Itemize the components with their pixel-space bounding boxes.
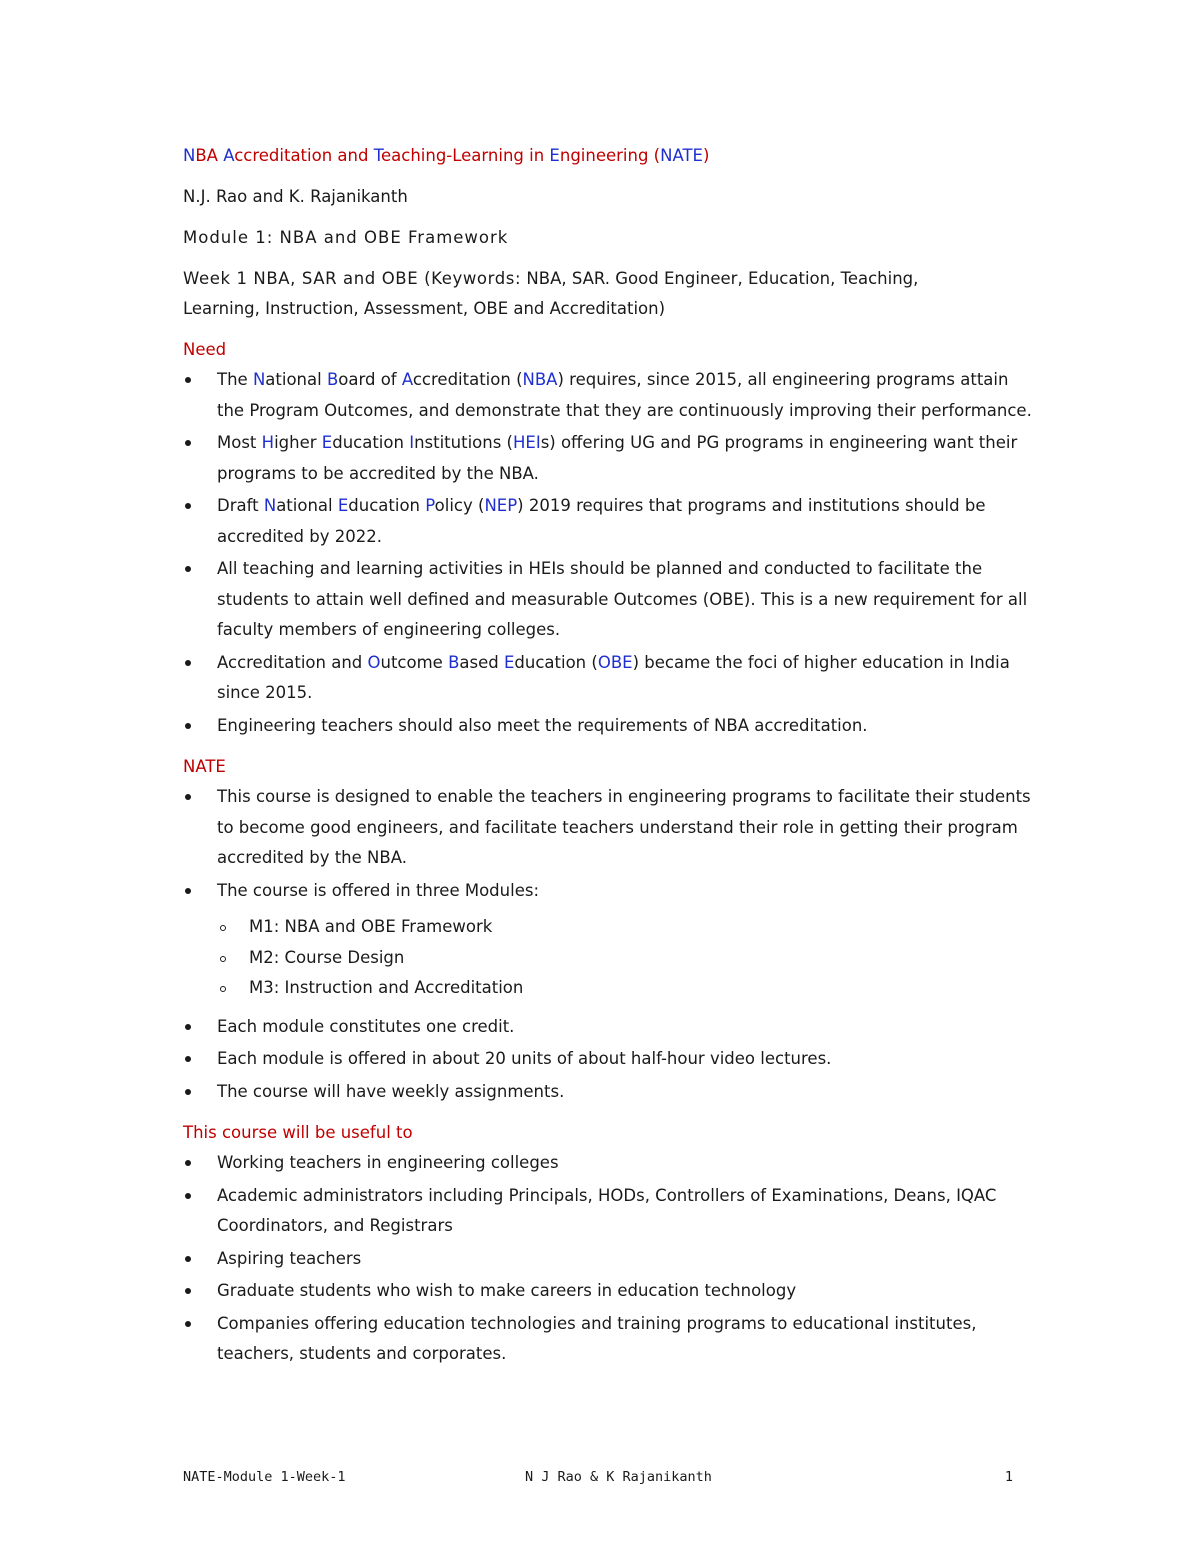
module-item: M1: NBA and OBE Framework	[183, 912, 1033, 943]
need-item-segment: ducation (	[514, 652, 598, 672]
list-item	[183, 491, 1033, 552]
need-item-segment: NEP	[484, 496, 518, 515]
list-item	[183, 365, 1033, 426]
need-item-segment: O	[367, 652, 381, 672]
need-item-segment: utcome	[380, 652, 449, 672]
need-item-segment: igher	[274, 433, 322, 452]
list-item: This course is designed to enable the teachers in engineering programs to facilitate their students to become good engineers, and facilitate teachers understand their role in getting their program accredited by the NBA.	[183, 782, 1033, 874]
list-item: Working teachers in engineering colleges	[183, 1148, 1033, 1179]
title-segment: E	[549, 146, 560, 165]
modules-list	[183, 912, 1033, 1004]
authors: N.J. Rao and K. Rajanikanth	[183, 187, 408, 206]
footer-left: NATE-Module 1-Week-1	[183, 1469, 346, 1485]
page-footer	[183, 1469, 1013, 1489]
need-item-segment: H	[261, 433, 275, 452]
title-segment: ccreditation and	[234, 146, 374, 165]
useful-heading: This course will be useful to	[183, 1123, 413, 1142]
need-item-segment: All teaching and learning activities in HEIs should be planned and conducted to facilitate the students to attain well defined and measurable Outcomes (OBE). This is a new requirement for all faculty members of engineering colleges.	[217, 559, 1028, 639]
need-item-segment: N	[252, 370, 266, 389]
week-prefix: Week 1 NBA, SAR and OBE (	[183, 269, 432, 288]
need-item-segment: ) 2019 requires that programs and institutions should be accredited by 2022.	[217, 496, 986, 546]
list-item: The course will have weekly assignments.	[183, 1077, 1033, 1108]
title-segment: N	[183, 146, 196, 165]
need-item-segment: B	[326, 370, 339, 389]
need-item-segment: NBA	[522, 370, 558, 389]
list-item: Academic administrators including Principals, HODs, Controllers of Examinations, Deans, IQAC Coordinators, and Registrars	[183, 1181, 1033, 1242]
footer-center: N J Rao & K Rajanikanth	[525, 1469, 712, 1485]
need-item-segment: ) became the foci of higher education in India since 2015.	[217, 652, 1010, 702]
list-item: Aspiring teachers	[183, 1244, 1033, 1275]
need-list	[183, 365, 1033, 741]
need-item-segment: ducation	[332, 433, 410, 452]
title-segment: NATE	[660, 146, 703, 165]
module-item: M3: Instruction and Accreditation	[183, 973, 1033, 1004]
need-item-segment: Most	[217, 433, 262, 452]
title-segment: ngineering (	[559, 146, 661, 165]
list-item	[183, 428, 1033, 489]
need-item-segment: Draft	[217, 496, 264, 515]
list-item: The course is offered in three Modules:	[183, 876, 1033, 907]
need-item-segment: HEI	[512, 433, 541, 452]
need-item-segment: oard of	[338, 370, 402, 389]
page-number: 1	[1004, 1469, 1013, 1485]
need-item-segment: B	[448, 652, 460, 672]
need-item-segment: N	[263, 496, 277, 515]
list-item: Each module constitutes one credit.	[183, 1012, 1033, 1043]
need-item-segment: E	[321, 433, 333, 452]
need-item-segment: ccreditation (	[412, 370, 523, 389]
need-item-segment: OBE	[597, 652, 633, 672]
list-item: Companies offering education technologies and training programs to educational institutes, teachers, students and corporates.	[183, 1309, 1033, 1370]
need-item-segment: ) requires, since 2015, all engineering programs attain the Program Outcomes, and demonstrate that they are continuously improving their performance.	[217, 370, 1032, 420]
nate-intro-list	[183, 782, 1033, 906]
list-item: Graduate students who wish to make careers in education technology	[183, 1276, 1033, 1307]
need-item-segment: Accreditation and	[217, 652, 368, 672]
list-item	[183, 648, 1033, 709]
list-item	[183, 711, 1033, 742]
document-body	[183, 141, 1033, 1372]
week-keywords	[183, 264, 1033, 324]
need-item-segment: ational	[265, 370, 327, 389]
need-item-segment: ational	[276, 496, 338, 515]
title-segment: eaching-Learning in	[380, 146, 550, 165]
list-item: Each module is offered in about 20 units of about half-hour video lectures.	[183, 1044, 1033, 1075]
title-segment: A	[223, 146, 235, 165]
need-item-segment: E	[503, 652, 515, 672]
nate-more-list	[183, 1012, 1033, 1108]
need-item-segment: E	[337, 496, 349, 515]
title-segment: T	[373, 146, 381, 165]
need-item-segment: ased	[459, 652, 504, 672]
need-item-segment: Engineering teachers should also meet the requirements of NBA accreditation.	[217, 715, 868, 735]
need-item-segment: I	[409, 433, 415, 452]
need-item-segment: ducation	[348, 496, 426, 515]
keywords-line1: NBA, SAR. Good Engineer, Education, Teaching,	[521, 269, 919, 288]
nate-heading: NATE	[183, 757, 226, 776]
need-heading: Need	[183, 340, 227, 359]
title-segment: BA	[195, 146, 224, 165]
need-item-segment: P	[425, 496, 435, 515]
useful-list	[183, 1148, 1033, 1370]
need-item-segment: A	[401, 370, 413, 389]
need-item-segment: The	[217, 370, 253, 389]
keywords-line2: Learning, Instruction, Assessment, OBE and Accreditation)	[183, 299, 666, 318]
need-item-segment: s) offering UG and PG programs in engineering want their programs to be accredited by the NBA.	[217, 433, 1018, 483]
document-title	[183, 141, 1033, 171]
title-segment: )	[702, 146, 710, 165]
need-item-segment: nstitutions (	[414, 433, 513, 452]
keywords-label: Keywords:	[431, 269, 522, 288]
list-item	[183, 554, 1033, 646]
module-item: M2: Course Design	[183, 943, 1033, 974]
need-item-segment: olicy (	[434, 496, 485, 515]
module-title: Module 1: NBA and OBE Framework	[183, 228, 509, 247]
